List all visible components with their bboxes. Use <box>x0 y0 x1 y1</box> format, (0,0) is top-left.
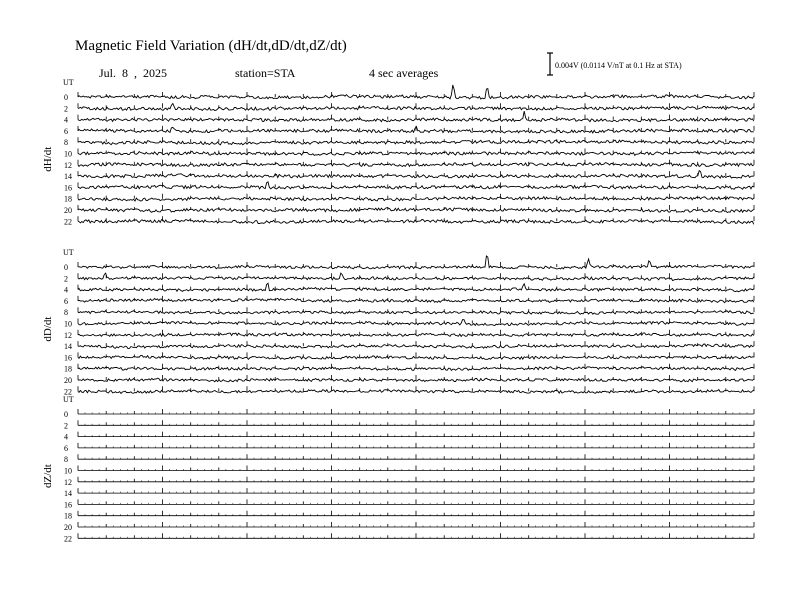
y-axis-label: dD/dt <box>42 316 54 342</box>
row-hour-label: 18 <box>64 364 72 374</box>
row-hour-label: 22 <box>64 534 72 544</box>
row-hour-label: 8 <box>64 138 68 148</box>
row-hour-label: 18 <box>64 194 72 204</box>
row-hour-label: 18 <box>64 511 72 521</box>
row-hour-label: 10 <box>64 319 72 329</box>
y-axis-label: dH/dt <box>42 146 54 172</box>
row-hour-label: 20 <box>64 376 72 385</box>
row-hour-label: 2 <box>64 421 68 431</box>
row-hour-label: 12 <box>64 477 72 487</box>
date-label: Jul. 8 , 2025 <box>99 66 168 80</box>
row-hour-label: 10 <box>64 466 72 476</box>
row-hour-label: 14 <box>64 172 72 182</box>
ut-label: UT <box>63 248 74 257</box>
row-hour-label: 0 <box>64 410 68 419</box>
row-hour-label: 8 <box>64 308 68 318</box>
station-label: station=STA <box>235 66 296 80</box>
row-hour-label: 12 <box>64 160 72 170</box>
row-hour-label: 16 <box>64 183 72 193</box>
row-hour-label: 8 <box>64 455 68 465</box>
ut-label: UT <box>63 78 74 87</box>
row-hour-label: 14 <box>64 342 72 352</box>
averages-label: 4 sec averages <box>369 66 439 80</box>
row-hour-label: 4 <box>64 432 68 442</box>
row-hour-label: 20 <box>64 523 72 532</box>
ut-label: UT <box>63 395 74 404</box>
row-hour-label: 12 <box>64 330 72 340</box>
y-axis-label: dZ/dt <box>42 464 54 489</box>
row-hour-label: 2 <box>64 104 68 114</box>
row-hour-label: 16 <box>64 353 72 363</box>
row-hour-label: 22 <box>64 387 72 397</box>
row-hour-label: 22 <box>64 217 72 227</box>
chart-title: Magnetic Field Variation (dH/dt,dD/dt,dZ/dt) <box>75 38 347 54</box>
row-hour-label: 4 <box>64 115 68 125</box>
row-hour-label: 0 <box>64 263 68 272</box>
row-hour-label: 10 <box>64 149 72 159</box>
row-hour-label: 6 <box>64 443 68 453</box>
row-hour-label: 4 <box>64 285 68 295</box>
row-hour-label: 0 <box>64 93 68 102</box>
row-hour-label: 20 <box>64 206 72 215</box>
row-hour-label: 2 <box>64 274 68 284</box>
row-hour-label: 14 <box>64 489 72 499</box>
scale-label: 0.004V (0.0114 V/nT at 0.1 Hz at STA) <box>555 61 682 70</box>
row-hour-label: 6 <box>64 126 68 136</box>
row-hour-label: 6 <box>64 296 68 306</box>
row-hour-label: 16 <box>64 500 72 510</box>
